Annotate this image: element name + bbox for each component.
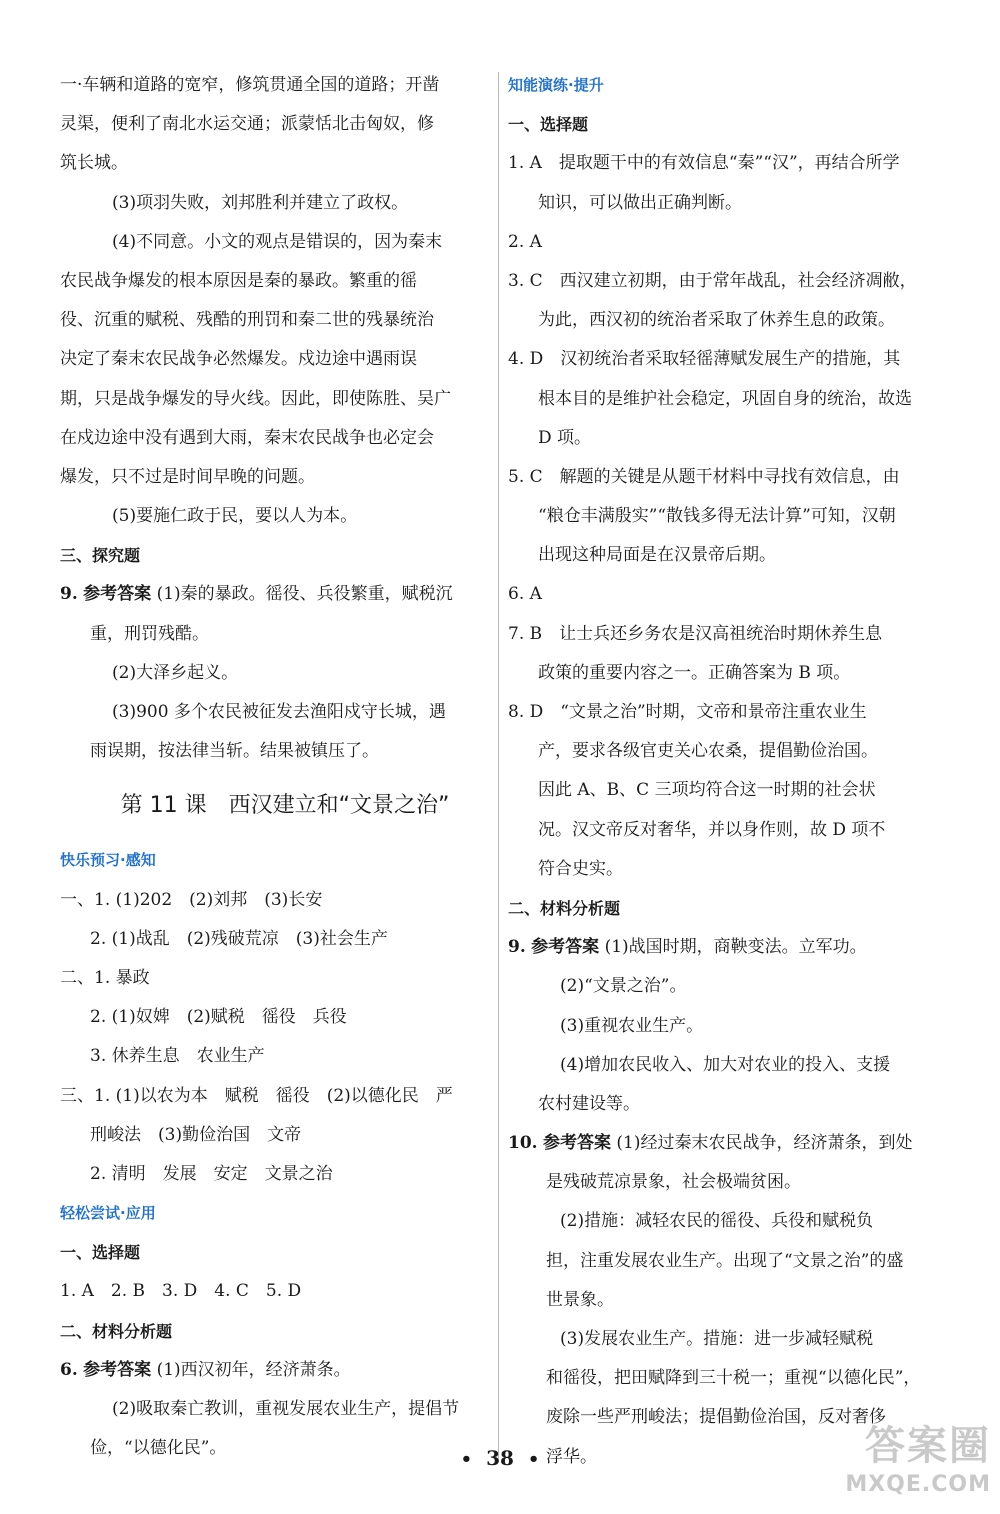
text-line: 2. (1)战乱 (2)残破荒凉 (3)社会生产 — [90, 928, 388, 949]
text-line: 担，注重发展农业生产。出现了“文景之治”的盛 — [546, 1250, 904, 1271]
column-divider — [498, 72, 499, 1462]
text-line: 浮华。 — [546, 1446, 597, 1467]
text-line: 决定了秦末农民战争必然爆发。戍边途中遇雨误 — [60, 349, 417, 370]
choice-answers: 1. A 2. B 3. D 4. C 5. D — [60, 1281, 302, 1302]
answer-text: (1)西汉初年，经济萧条。 — [156, 1359, 351, 1380]
answer-label: 参考答案 — [542, 1133, 611, 1154]
choice-item: 2. A — [508, 231, 542, 252]
text-line: 2. (1)奴婢 (2)赋税 徭役 兵役 — [90, 1007, 347, 1028]
text-line: 3. 休养生息 农业生产 — [90, 1046, 265, 1067]
choice-item: 6. A — [508, 584, 542, 605]
answer-text: (1)战国时期，商鞅变法。立军功。 — [604, 937, 867, 958]
text-line: (3)重视农业生产。 — [560, 1015, 704, 1036]
section-heading: 二、材料分析题 — [508, 898, 621, 918]
text-line: 因此 A、B、C 三项均符合这一时期的社会状 — [538, 780, 876, 801]
text-line: 役、沉重的赋税、残酷的刑罚和秦二世的残暴统治 — [60, 310, 434, 331]
section-label-practice: 知能演练·提升 — [508, 76, 604, 94]
answer-label: 参考答案 — [83, 584, 152, 605]
text-line: 是残破荒凉景象，社会极端贫困。 — [546, 1172, 801, 1193]
text-line: 一·车辆和道路的宽窄，修筑贯通全国的道路；开凿 — [60, 75, 440, 95]
right-column — [508, 66, 933, 1477]
text-line: 为此，西汉初的统治者采取了休养生息的政策。 — [538, 310, 895, 331]
text-line: 雨误期，按法律当斩。结果被镇压了。 — [90, 741, 379, 762]
text-line: (4)不同意。小文的观点是错误的，因为秦末 — [112, 231, 443, 252]
page-number: • 38 • — [460, 1446, 540, 1470]
text-line: 重，刑罚残酷。 — [90, 623, 209, 644]
text-line: (3)发展农业生产。措施：进一步减轻赋税 — [560, 1329, 874, 1349]
text-line: 和徭役，把田赋降到三十税一；重视“以德化民”， — [546, 1368, 921, 1389]
question-6 — [60, 1351, 490, 1390]
choice-item: 7. B 让士兵还乡务农是汉高祖统治时期休养生息 — [508, 623, 883, 644]
text-line: 产，要求各级官吏关心农桑，提倡勤俭治国。 — [538, 741, 878, 762]
text-line: 刑峻法 (3)勤俭治国 文帝 — [90, 1124, 302, 1145]
text-line: 灵渠，便利了南北水运交通；派蒙恬北击匈奴，修 — [60, 114, 434, 135]
question-9 — [508, 928, 933, 967]
section-label-try: 轻松尝试·应用 — [60, 1204, 156, 1223]
text-line: D 项。 — [538, 427, 592, 448]
text-line: (3)900 多个农民被征发去渔阳戍守长城，遇 — [112, 702, 446, 722]
text-line: (2)大泽乡起义。 — [112, 662, 239, 683]
text-line: 世景象。 — [546, 1289, 614, 1310]
text-line: 出现这种局面是在汉景帝后期。 — [538, 545, 776, 566]
text-line: 一、1. (1)202 (2)刘邦 (3)长安 — [60, 889, 323, 910]
text-line: (2)措施：减轻农民的徭役、兵役和赋税负 — [560, 1211, 874, 1232]
text-line: 农村建设等。 — [538, 1093, 640, 1114]
text-line: (4)增加农民收入、加大对农业的投入、支援 — [560, 1054, 891, 1075]
text-line: (2)吸取秦亡教训，重视发展农业生产，提倡节 — [112, 1399, 460, 1419]
page-number-value: 38 — [486, 1446, 514, 1470]
section-label-preview: 快乐预习·感知 — [60, 851, 156, 870]
section-heading: 一、选择题 — [508, 115, 589, 135]
answer-label: 参考答案 — [531, 937, 600, 958]
text-line: 2. 清明 发展 安定 文景之治 — [90, 1163, 333, 1184]
watermark-url: MXQE.COM — [845, 1472, 991, 1497]
text-line: 废除一些严刑峻法；提倡勤俭治国，反对奢侈 — [546, 1407, 886, 1428]
text-line: 筑长城。 — [60, 153, 128, 174]
question-10 — [508, 1124, 933, 1163]
answer-label: 参考答案 — [83, 1359, 152, 1380]
question-number: 9. — [60, 584, 78, 605]
section-heading: 三、探究题 — [60, 546, 141, 566]
text-line: “粮仓丰满殷实”“散钱多得无法计算”可知，汉朝 — [538, 506, 896, 527]
choice-item: 8. D “文景之治”时期，文帝和景帝注重农业生 — [508, 702, 867, 722]
answer-text: (1)经过秦末农民战争，经济萧条，到处 — [616, 1133, 913, 1154]
section-heading: 一、选择题 — [60, 1243, 141, 1263]
choice-item: 4. D 汉初统治者采取轻徭薄赋发展生产的措施，其 — [508, 349, 901, 370]
text-line: 政策的重要内容之一。正确答案为 B 项。 — [538, 662, 851, 683]
text-line: 符合史实。 — [538, 858, 623, 879]
question-9 — [60, 575, 490, 614]
answer-text: (1)秦的暴政。徭役、兵役繁重，赋税沉 — [156, 584, 453, 605]
text-line: 三、1. (1)以农为本 赋税 徭役 (2)以德化民 严 — [60, 1085, 453, 1106]
question-number: 6. — [60, 1359, 78, 1380]
section-heading: 二、材料分析题 — [60, 1321, 173, 1341]
choice-item: 3. C 西汉建立初期，由于常年战乱，社会经济凋敝， — [508, 270, 917, 291]
text-line: 根本目的是维护社会稳定，巩固自身的统治，故选 — [538, 388, 912, 409]
question-number: 10. — [508, 1133, 538, 1154]
text-line: 在戍边途中没有遇到大雨，秦末农民战争也必定会 — [60, 427, 434, 448]
text-line: 二、1. 暴政 — [60, 967, 150, 988]
text-line: 况。汉文帝反对奢华，并以身作则，故 D 项不 — [538, 819, 886, 840]
watermark-text: 答案圈 — [865, 1423, 991, 1469]
text-line: (2)“文景之治”。 — [560, 976, 687, 997]
watermark-logo — [806, 1420, 991, 1506]
choice-item: 1. A 提取题干中的有效信息“秦”“汉”，再结合所学 — [508, 153, 900, 174]
lesson-title: 第 11 课 西汉建立和“文景之治” — [120, 793, 450, 819]
text-line: 农民战争爆发的根本原因是秦的暴政。繁重的徭 — [60, 270, 417, 291]
answer-5: (5)要施仁政于民，要以人为本。 — [112, 506, 358, 527]
text-line: 爆发，只不过是时间早晚的问题。 — [60, 466, 315, 487]
text-line: 知识，可以做出正确判断。 — [538, 192, 742, 213]
question-number: 9. — [508, 937, 526, 958]
left-column — [60, 66, 490, 1468]
answer-3: (3)项羽失败，刘邦胜利并建立了政权。 — [112, 192, 409, 213]
text-line: 期，只是战争爆发的导火线。因此，即使陈胜、吴广 — [60, 388, 451, 409]
choice-item: 5. C 解题的关键是从题干材料中寻找有效信息，由 — [508, 466, 900, 487]
text-line: 俭，“以德化民”。 — [90, 1438, 227, 1459]
